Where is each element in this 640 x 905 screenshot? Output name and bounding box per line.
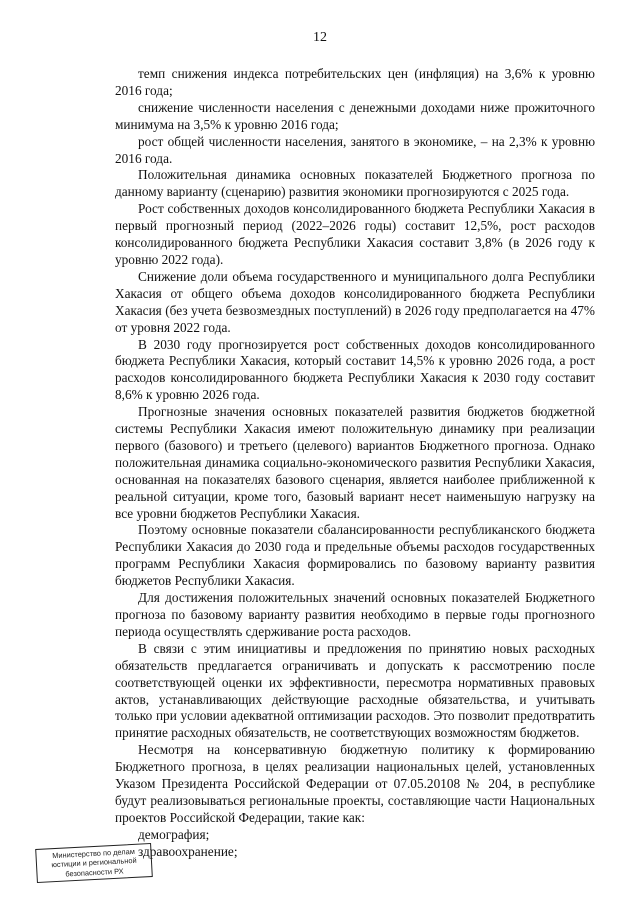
paragraph: снижение численности населения с денежными доходами ниже прожиточного минимума на 3,5% к уровню 2016 года;	[115, 99, 595, 132]
paragraph: демография;	[138, 826, 210, 842]
paragraph: В 2030 году прогнозируется рост собственных доходов консолидированного бюджета Республики Хакасия, который составит 14,5% к уровню 2026 года, а рост расходов консолидированного бюджета Республики Хакасия к 2030 году составит 8,6% к уровню 2026 года.	[115, 336, 595, 403]
stamp-line: Министерство по делам	[51, 846, 136, 861]
paragraph: здравоохранение;	[138, 843, 238, 859]
ministry-stamp	[35, 843, 153, 883]
document-body	[115, 66, 595, 861]
paragraph: Положительная динамика основных показателей Бюджетного прогноза по данному варианту (сценарию) развития экономики прогнозируются с 2025 года.	[115, 167, 595, 200]
paragraph: Рост собственных доходов консолидированного бюджета Республики Хакасия в первый прогнозный период (2022–2026 годы) составит 12,5%, рост расходов консолидированного бюджета Республики Хакасия составит 3,8% (в 2026 году к уровню 2022 года).	[115, 201, 595, 267]
paragraph: В связи с этим инициативы и предложения по принятию новых расходных обязательств предлагается ограничивать и допускать к рассмотрению после соответствующей оценки их эффективности, пересмотра нормативных правовых актов, устанавливающих действующие расходные обязательства, и учитывать только при условии адекватной оптимизации расходов. Это позволит предотвратить принятие расходных обязательств, не соответствующих возможностям бюджетов.	[115, 640, 595, 741]
stamp-line: юстиции и региональной	[51, 856, 137, 870]
paragraph: Снижение доли объема государственного и муниципального долга Республики Хакасия от общего объема доходов консолидированного бюджета Республики Хакасия (без учета безвозмездных поступлений) в 2026 году предполагается на 47% от уровня 2022 года.	[115, 268, 595, 335]
paragraph: Для достижения положительных значений основных показателей Бюджетного прогноза по базовому варианту развития необходимо в первые годы прогнозного периода осуществлять сдерживание роста расходов.	[115, 590, 595, 639]
paragraph: темп снижения индекса потребительских цен (инфляция) на 3,6% к уровню 2016 года;	[115, 66, 595, 98]
paragraph: рост общей численности населения, занятого в экономике, – на 2,3% к уровню 2016 года.	[115, 133, 595, 166]
paragraph: Прогнозные значения основных показателей развития бюджетов бюджетной системы Республики Хакасия имеют положительную динамику при реализации первого (базового) и третьего (целевого) вариантов Бюджетного прогноза. Однако положительная динамика социально-экономического развития Республики Хакасия, основанная на показателях базового сценария, является наиболее приближенной к реальной ситуации, кроме того, базовый вариант несет наименьшую нагрузку на все уровни бюджетов Республики Хакасия.	[115, 404, 595, 521]
stamp-line: безопасности РХ	[65, 866, 124, 879]
paragraph: Поэтому основные показатели сбалансированности республиканского бюджета Республики Хакасия до 2030 года и предельные объемы расходов государственных программ Республики Хакасия формировались по базовому варианту развития бюджетов Республики Хакасия.	[115, 522, 595, 589]
paragraph: Несмотря на консервативную бюджетную политику к формированию Бюджетного прогноза, в целях реализации национальных целей, установленных Указом Президента Российской Федерации от 07.05.20108 № 204, в республике будут реализовываться региональные проекты, составляющие части Национальных проектов Российской Федерации, такие как:	[115, 742, 595, 825]
page-number: 12	[313, 30, 327, 45]
